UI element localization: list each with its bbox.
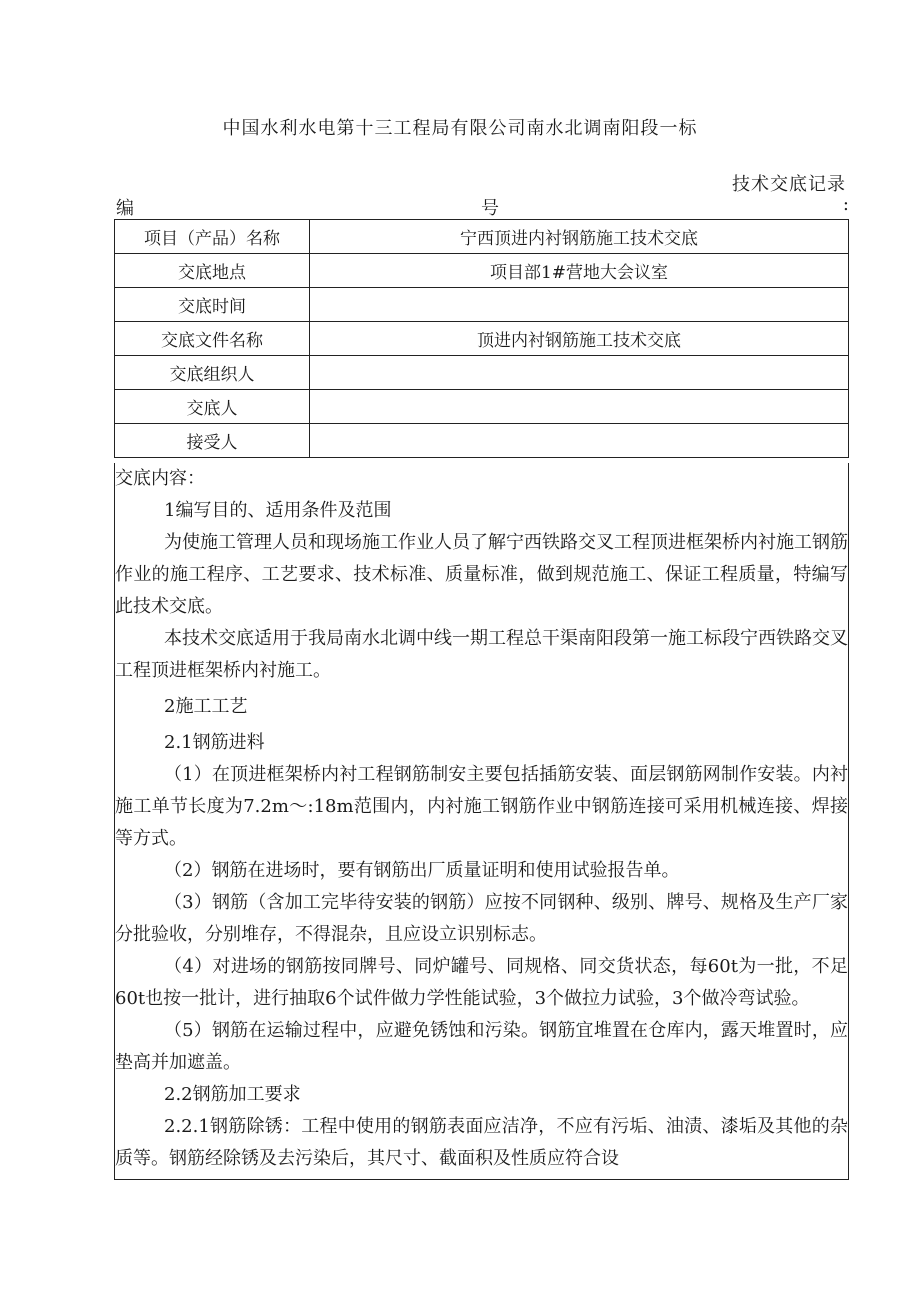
table-label: 项目（产品）名称 xyxy=(115,220,310,254)
table-value: 项目部1#营地大会议室 xyxy=(310,254,849,288)
section-2-1-paragraph-3: （3）钢筋（含加工完毕待安装的钢筋）应按不同钢种、级别、牌号、规格及生产厂家分批验收，分别堆存，不得混杂，且应设立识别标志。 xyxy=(115,892,848,945)
table-value xyxy=(310,390,849,424)
number-row xyxy=(116,194,849,218)
info-table xyxy=(114,219,849,458)
table-label: 交底组织人 xyxy=(115,356,310,390)
table-value xyxy=(310,424,849,458)
table-row xyxy=(115,220,849,254)
section-2-1-paragraph-1: （1）在顶进框架桥内衬工程钢筋制安主要包括插筋安装、面层钢筋网制作安装。内衬施工单节长度为7.2m～:18m范围内，内衬施工钢筋作业中钢筋连接可采用机械连接、焊接等方式。 xyxy=(115,764,848,849)
section-1-title: 1编写目的、适用条件及范围 xyxy=(164,500,392,521)
section-1-paragraph-1: 为使施工管理人员和现场施工作业人员了解宁西铁路交叉工程顶进框架桥内衬施工钢筋作业的施工程序、工艺要求、技术标准、质量标准，做到规范施工、保证工程质量，特编写此技术交底。 xyxy=(115,532,848,617)
table-row xyxy=(115,424,849,458)
content-box xyxy=(114,463,849,1180)
number-label-left: 编 xyxy=(116,198,134,219)
table-row xyxy=(115,390,849,424)
section-2-1-title: 2.1钢筋进料 xyxy=(164,732,265,753)
section-2-2-1-paragraph: 2.2.1钢筋除锈：工程中使用的钢筋表面应洁净，不应有污垢、油渍、漆垢及其他的杂质等。钢筋经除锈及去污染后，其尺寸、截面积及性质应符合设 xyxy=(115,1116,848,1169)
record-type: 技术交底记录 xyxy=(732,174,846,195)
section-2-2-title: 2.2钢筋加工要求 xyxy=(164,1084,301,1105)
section-2-1-paragraph-5: （5）钢筋在运输过程中，应避免锈蚀和污染。钢筋宜堆置在仓库内，露天堆置时，应垫高并加遮盖。 xyxy=(115,1020,848,1073)
company-title: 中国水利水电第十三工程局有限公司南水北调南阳段一标 xyxy=(222,118,698,139)
table-label: 交底人 xyxy=(115,390,310,424)
number-label-mid: 号 xyxy=(481,198,499,219)
content-label: 交底内容： xyxy=(115,468,205,489)
section-2-title: 2施工工艺 xyxy=(164,696,248,717)
table-value xyxy=(310,356,849,390)
table-label: 交底地点 xyxy=(115,254,310,288)
table-label: 交底时间 xyxy=(115,288,310,322)
table-value: 顶进内衬钢筋施工技术交底 xyxy=(310,322,849,356)
section-1-paragraph-2: 本技术交底适用于我局南水北调中线一期工程总干渠南阳段第一施工标段宁西铁路交叉工程顶进框架桥内衬施工。 xyxy=(115,628,848,681)
section-2-1-paragraph-2: （2）钢筋在进场时，要有钢筋出厂质量证明和使用试验报告单。 xyxy=(164,860,680,881)
table-value: 宁西顶进内衬钢筋施工技术交底 xyxy=(310,220,849,254)
table-value xyxy=(310,288,849,322)
number-label-right: : xyxy=(842,194,849,215)
table-row xyxy=(115,288,849,322)
table-row xyxy=(115,322,849,356)
table-label: 交底文件名称 xyxy=(115,322,310,356)
table-row xyxy=(115,254,849,288)
table-label: 接受人 xyxy=(115,424,310,458)
table-row xyxy=(115,356,849,390)
section-2-1-paragraph-4: （4）对进场的钢筋按同牌号、同炉罐号、同规格、同交货状态，每60t为一批，不足60t也按一批计，进行抽取6个试件做力学性能试验，3个做拉力试验，3个做冷弯试验。 xyxy=(115,956,848,1009)
